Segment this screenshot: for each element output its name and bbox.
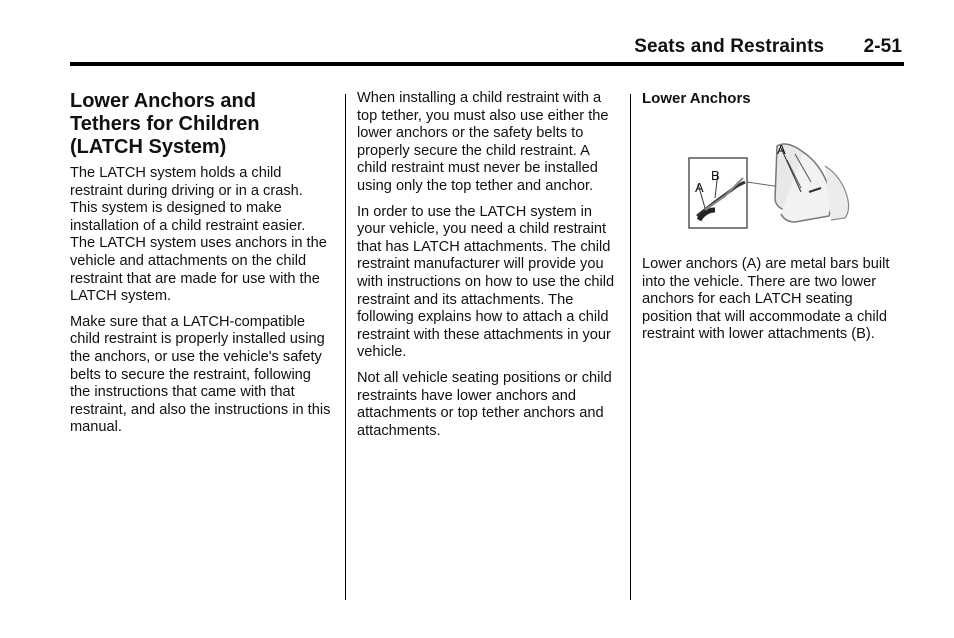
lower-anchors-drawing: [685, 136, 865, 232]
paragraph: Make sure that a LATCH-compatible child restraint is properly installed using the anchors, or use the vehicle's safety belts to secure the restraint, following the instructions that came with that restraint, and also the instructions in this manual.: [70, 313, 331, 436]
paragraph: The LATCH system holds a child restraint during driving or in a crash. This system is designed to make installation of a child restraint easier. The LATCH system uses anchors in the vehicle and attachments on the child restraint that are made for use with the LATCH system.: [70, 165, 327, 305]
lower-anchors-illustration: [685, 136, 865, 232]
column-divider-2: [630, 94, 631, 600]
label-a-inset: A: [695, 180, 704, 195]
page-header: [70, 36, 902, 62]
paragraph: Not all vehicle seating positions or child restraints have lower anchors and attachments or top tether anchors and attachments.: [357, 369, 612, 439]
paragraph: In order to use the LATCH system in your vehicle, you need a child restraint that has LATCH attachments. The child restraint manufacturer will provide you with instructions on how to use the child restraint and its attachments. The following explains how to attach a child restraint with these attachments in your vehicle.: [357, 203, 615, 361]
paragraph: Lower anchors (A) are metal bars built into the vehicle. There are two lower anchors for each LATCH seating position that will accommodate a child restraint with lower attachments (B).: [642, 256, 890, 343]
paragraph: When installing a child restraint with a top tether, you must also use either the lower anchors or the safety belts to properly secure the child restraint. A child restraint must never be installed using only the top tether and anchor.: [357, 90, 609, 194]
page-number: 2-51: [863, 36, 902, 57]
column-2: [357, 90, 619, 448]
section-title: Seats and Restraints: [634, 36, 825, 57]
label-b: B: [711, 168, 720, 183]
section-heading: Lower Anchors and Tethers for Children (LATCH System): [70, 90, 260, 158]
column-divider-1: [345, 94, 346, 600]
label-a-seat: A: [777, 142, 786, 157]
column-1: [70, 90, 332, 445]
header-rule: [70, 62, 904, 66]
subsection-heading: Lower Anchors: [642, 90, 751, 107]
